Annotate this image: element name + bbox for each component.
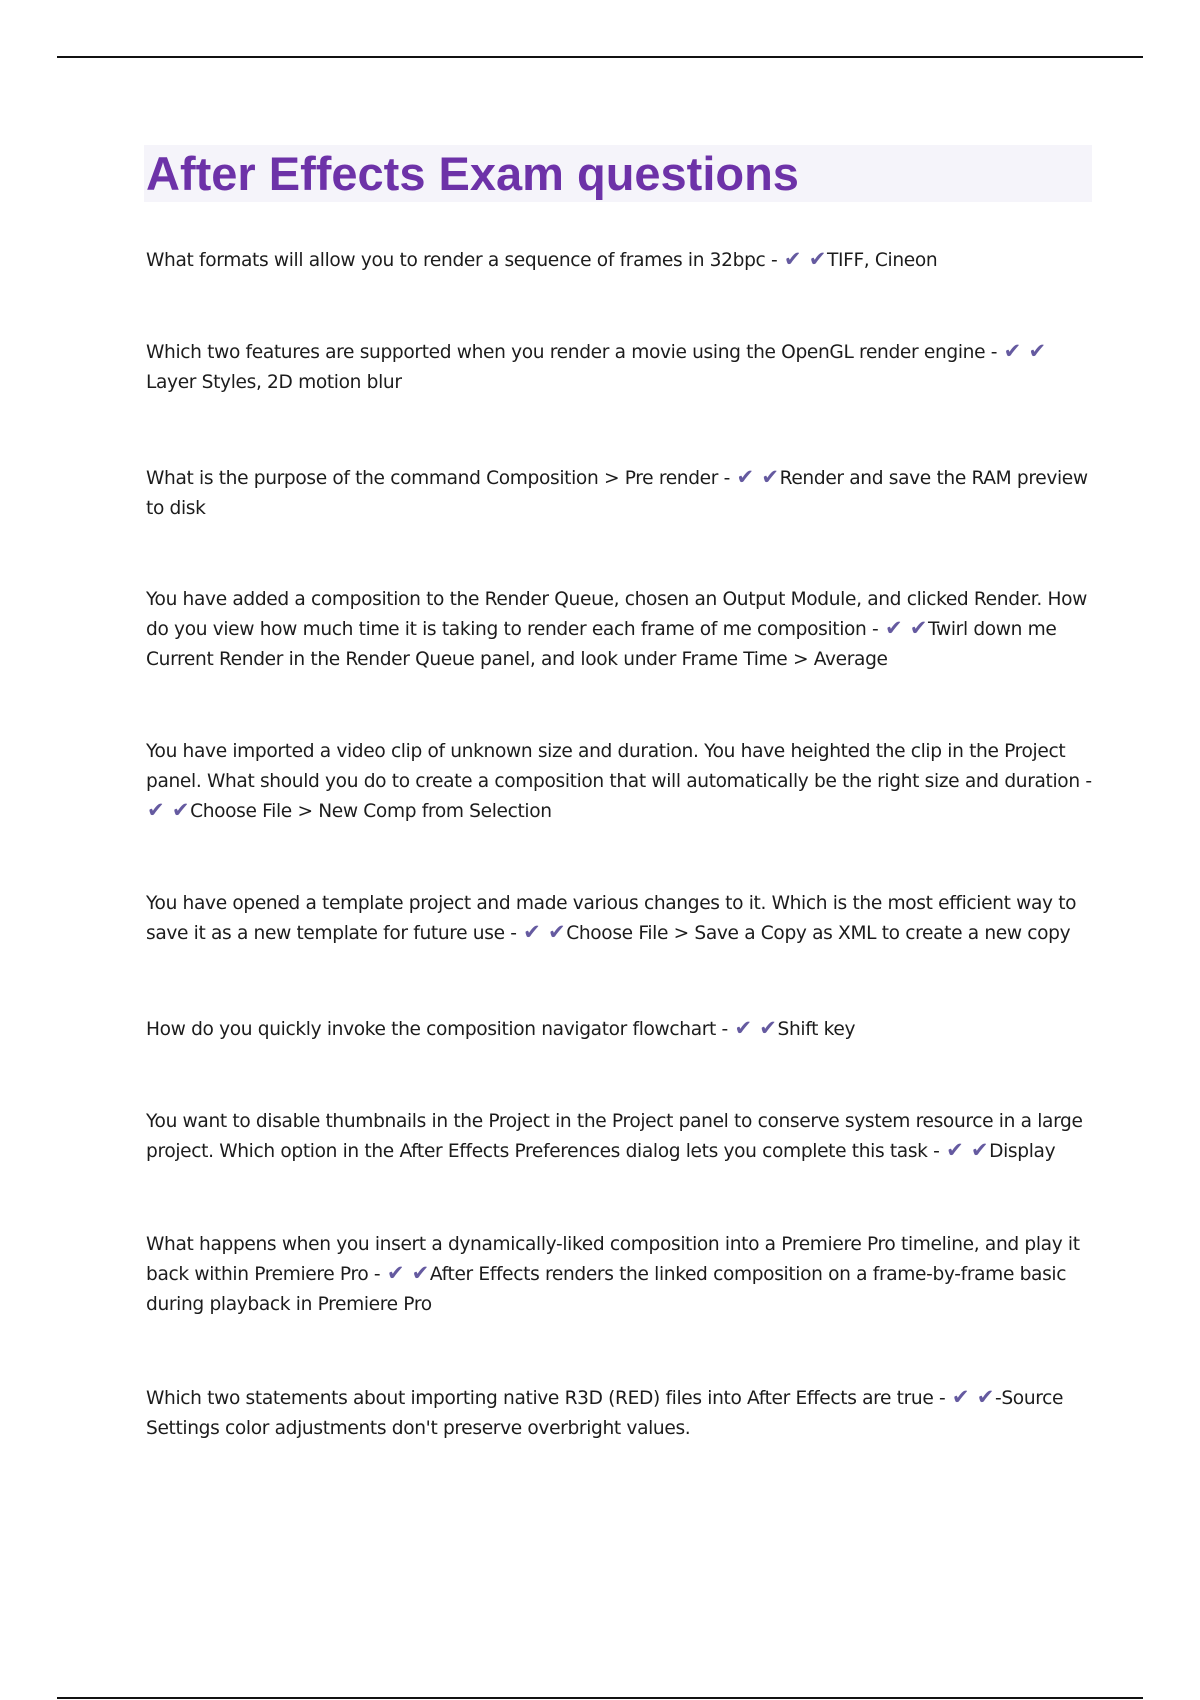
check-icon: ✔ [1003,339,1021,363]
qa-item [146,1015,1096,1045]
check-icon: ✔ [761,465,779,489]
check-icon: ✔ [547,920,566,944]
bottom-rule [57,1697,1143,1699]
check-icon: ✔ [946,1138,964,1162]
answer-checkmarks [945,1138,989,1162]
qa-item [146,1107,1096,1167]
check-icon: ✔ [171,798,190,822]
question-text: Which two statements about importing native R3D (RED) files into After Effects are true - [146,1388,946,1409]
qa-item [146,889,1096,949]
answer-text: After Effects renders the linked composition on a frame-by-frame basic during playback in Premiere Pro [146,1264,1067,1315]
answer-checkmarks [146,798,190,822]
question-text: Which two features are supported when you render a movie using the OpenGL render engine - [146,342,998,363]
answer-text: TIFF, Cineon [826,250,938,271]
check-icon: ✔ [386,1261,405,1285]
check-icon: ✔ [808,247,826,271]
answer-text: Choose File > Save a Copy as XML to create a new copy [566,923,1071,944]
check-icon: ✔ [951,1385,970,1409]
question-text: You have imported a video clip of unknown size and duration. You have heighted the clip in the Project panel. What should you do to create a composition that will automatically be the right size and duration - [146,741,1092,792]
question-text: What happens when you insert a dynamically-liked composition into a Premiere Pro timeline, and play it back within Premiere Pro - [146,1234,1080,1285]
answer-checkmarks [884,616,928,640]
check-icon: ✔ [411,1261,429,1285]
check-icon: ✔ [736,465,754,489]
qa-item [146,737,1096,827]
answer-checkmarks [1003,339,1047,363]
check-icon: ✔ [734,1016,752,1040]
question-text: You have opened a template project and made various changes to it. Which is the most efficient way to save it as a new template for future use - [146,893,1077,944]
check-icon: ✔ [759,1016,777,1040]
answer-checkmarks [783,247,827,271]
question-text: You have added a composition to the Render Queue, chosen an Output Module, and clicked Render. How do you view how much time it is taking to render each frame of me composition - [146,589,1087,640]
answer-text: Choose File > New Comp from Selection [190,801,552,822]
qa-item [146,338,1096,398]
check-icon: ✔ [523,920,541,944]
check-icon: ✔ [1028,339,1046,363]
answer-text: Render and save the RAM preview to disk [146,468,1088,519]
top-rule [57,56,1143,58]
check-icon: ✔ [970,1138,989,1162]
question-text: What is the purpose of the command Composition > Pre render - [146,468,730,489]
check-icon: ✔ [147,798,165,822]
check-icon: ✔ [783,247,802,271]
qa-item [146,464,1096,524]
qa-item [146,246,1096,276]
qa-item [146,1230,1096,1320]
check-icon: ✔ [884,616,903,640]
answer-text: Shift key [777,1019,856,1040]
answer-checkmarks [733,1016,777,1040]
check-icon: ✔ [976,1385,994,1409]
answer-text: -Source Settings color adjustments don't preserve overbright values. [146,1388,1064,1439]
answer-checkmarks [951,1385,995,1409]
answer-checkmarks [386,1261,430,1285]
question-text: How do you quickly invoke the composition navigator flowchart - [146,1019,728,1040]
qa-item [146,585,1096,675]
answer-checkmarks [736,465,780,489]
answer-text: Display [989,1141,1056,1162]
question-text: What formats will allow you to render a sequence of frames in 32bpc - [146,250,778,271]
answer-text: Layer Styles, 2D motion blur [146,372,402,393]
check-icon: ✔ [909,616,928,640]
document-title: After Effects Exam questions [146,147,799,200]
qa-item [146,1384,1096,1444]
question-text: You want to disable thumbnails in the Project in the Project panel to conserve system resource in a large project. Which option in the After Effects Preferences dialog lets you complete this task - [146,1111,1083,1162]
answer-text: Twirl down me Current Render in the Render Queue panel, and look under Frame Time > Average [146,619,1057,670]
answer-checkmarks [522,920,566,944]
